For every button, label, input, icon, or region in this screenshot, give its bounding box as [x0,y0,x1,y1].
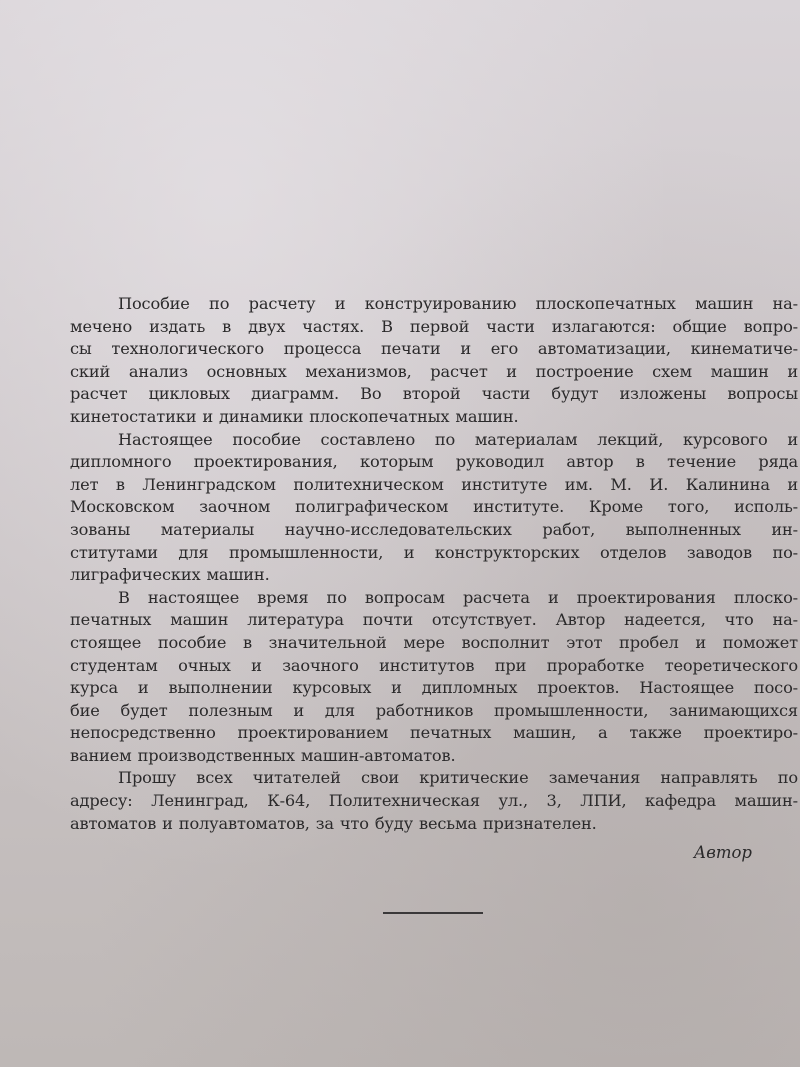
text-line: автоматов и полуавтоматов, за что буду весьма признателен. [70,813,597,833]
text-line: ванием производственных машин-автоматов. [70,745,456,765]
text-line: В настоящее время по вопросам расчета и проектирования плоско- [118,587,798,607]
text-line: адресу: Ленинград, К-64, Политехническая ул., 3, ЛПИ, кафедра машин- [70,791,798,811]
closing-divider [383,912,483,914]
preface-text [70,293,798,835]
text-line: курса и выполнении курсовых и дипломных проектов. Настоящее посо- [70,678,798,698]
text-line: лет в Ленинградском политехническом институте им. М. И. Калинина и [70,474,798,494]
author-signature: Автор [693,843,752,862]
text-line: мечено издать в двух частях. В первой части излагаются: общие вопро- [70,316,798,336]
text-line: кинетостатики и динамики плоскопечатных машин. [70,406,519,426]
text-line: ский анализ основных механизмов, расчет и построение схем машин и [70,361,798,381]
text-line: стоящее пособие в значительной мере восполнит этот пробел и поможет [70,632,798,652]
paragraph-1 [70,293,798,429]
text-line: зованы материалы научно-исследовательских работ, выполненных ин- [70,519,798,539]
text-line: Прошу всех читателей свои критические замечания направлять по [118,768,798,788]
text-line: Пособие по расчету и конструированию плоскопечатных машин на- [118,294,798,313]
paragraph-3 [70,587,798,768]
paragraph-2 [70,429,798,587]
text-line: печатных машин литература почти отсутствует. Автор надеется, что на- [70,610,798,630]
text-line: расчет цикловых диаграмм. Во второй части будут изложены вопросы [70,384,798,404]
paragraph-4 [70,767,798,835]
text-line: ститутами для промышленности, и конструкторских отделов заводов по- [70,542,798,562]
text-line: непосредственно проектированием печатных машин, а также проектиро- [70,723,798,743]
text-line: Настоящее пособие составлено по материалам лекций, курсового и [118,429,798,449]
text-line: бие будет полезным и для работников промышленности, занимающихся [70,700,798,720]
text-line: Московском заочном полиграфическом институте. Кроме того, исполь- [70,497,798,517]
text-line: лиграфических машин. [70,565,270,585]
text-line: дипломного проектирования, которым руководил автор в течение ряда [70,452,798,472]
text-line: студентам очных и заочного институтов при проработке теоретического [70,655,798,675]
text-line: сы технологического процесса печати и его автоматизации, кинематиче- [70,339,798,359]
